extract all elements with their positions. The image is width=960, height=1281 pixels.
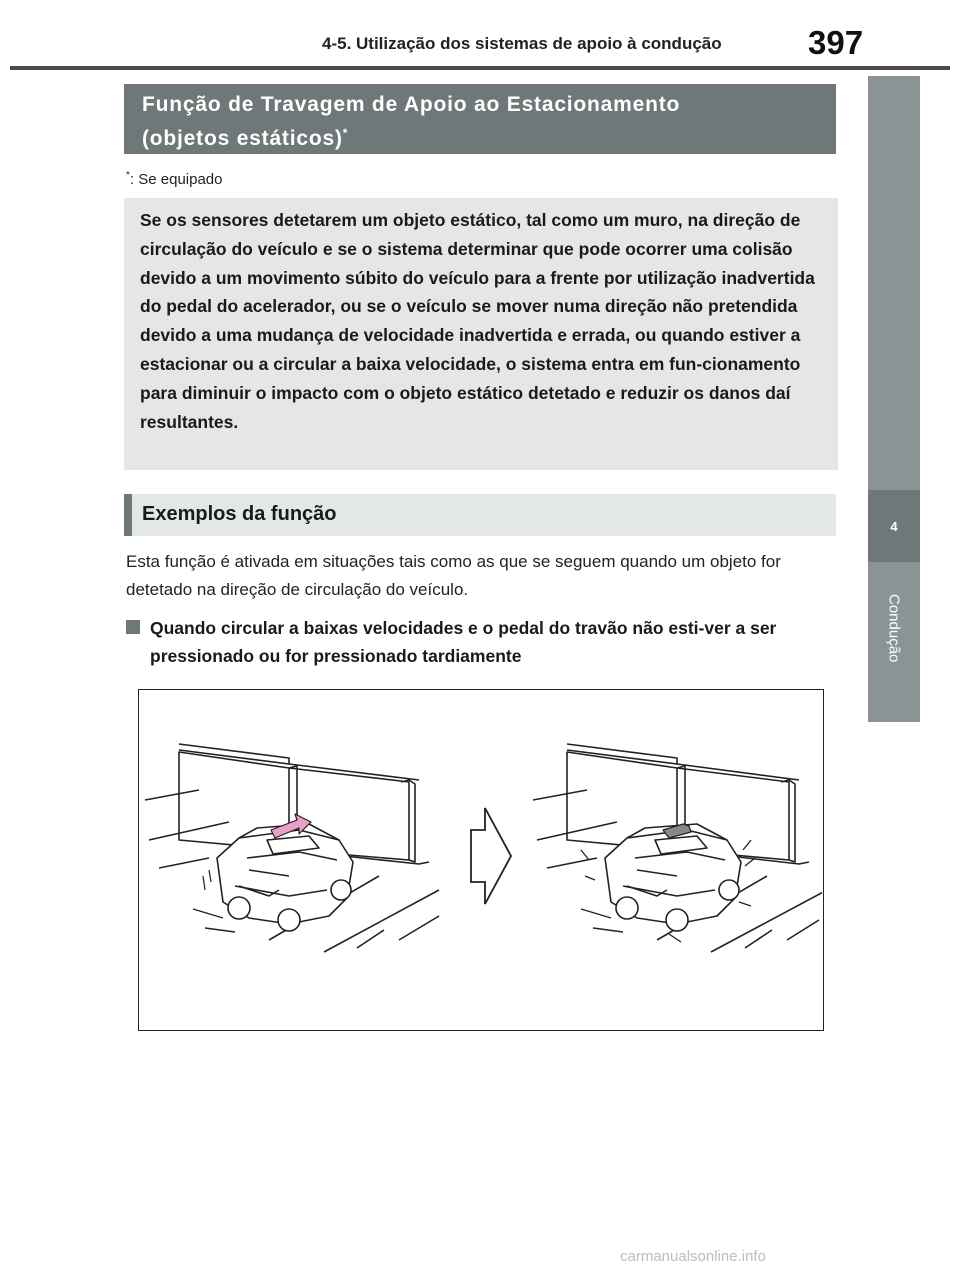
main-title-line2: (objetos estáticos) [142, 127, 343, 150]
header-divider [10, 66, 950, 70]
chapter-tab [868, 490, 920, 562]
footnote [126, 170, 222, 188]
right-arrow-icon [471, 808, 511, 904]
intro-box [124, 198, 838, 470]
illustration-frame [138, 689, 824, 1031]
main-title-marker: * [342, 126, 349, 140]
bullet-heading: Quando circular a baixas velocidades e o pedal do travão não esti-ver a ser pressionado ou for pressionado tardiamente [150, 618, 777, 666]
watermark: carmanualsonline.info [620, 1248, 766, 1265]
chapter-number: 4 [890, 518, 898, 534]
side-strip-top [868, 76, 920, 490]
left-scene [145, 744, 439, 952]
footnote-text: : Se equipado [129, 171, 223, 188]
chapter-name: Condução [885, 593, 903, 663]
intro-text: Se os sensores detetarem um objeto estático, tal como um muro, na direção de circulação do veículo e se o sistema determinar que pode ocorrer uma colisão devido a um movimento súbito do veículo para a frente por utilização inadvertida do pedal do acelerador, ou se o veículo se mover numa direção não pretendida devido a uma mudança de velocidade inadvertida e errada, ou quando estiver a estacionar ou a circular a baixa velocidade, o sistema entra em fun-cionamento para diminuir o impacto com o objeto estático detetado e reduzir os danos daí resultantes. [140, 210, 815, 432]
main-title-line2-wrap [142, 119, 818, 153]
section-heading: Exemplos da função [124, 494, 836, 536]
page-number: 397 [808, 24, 864, 61]
main-title-line1: Função de Travagem de Apoio ao Estacionamento [142, 93, 681, 116]
right-scene [533, 744, 822, 952]
main-title-box [124, 84, 836, 154]
footnote-marker: * [126, 170, 130, 181]
section-header-title: 4-5. Utilização dos sistemas de apoio à condução [322, 34, 722, 53]
section-body: Esta função é ativada em situações tais como as que se seguem quando um objeto for detetado na direção de circulação do veículo. [126, 552, 781, 599]
illustration [139, 690, 822, 1029]
